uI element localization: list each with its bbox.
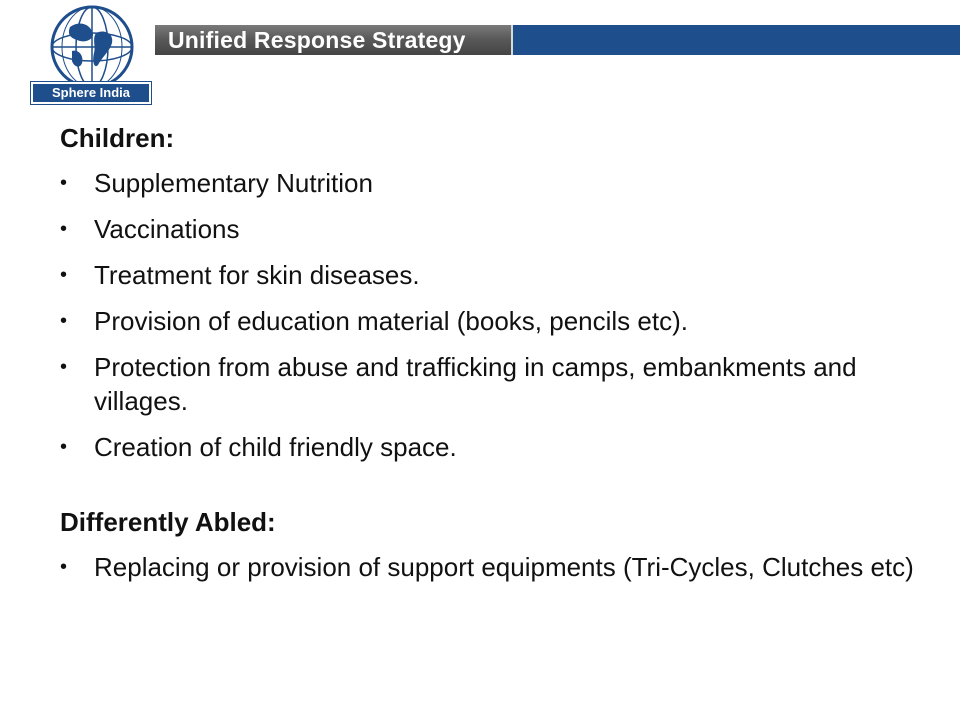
list-item-text: Protection from abuse and trafficking in camps, embankments and villages. <box>94 352 857 416</box>
bullet-icon: • <box>60 218 68 240</box>
list-item <box>60 212 920 246</box>
list-item-text: Provision of education material (books, pencils etc). <box>94 306 688 336</box>
section-heading-children: Children: <box>60 123 175 153</box>
differently-abled-list <box>60 550 920 584</box>
list-item <box>60 258 920 292</box>
list-item-text: Treatment for skin diseases. <box>94 260 420 290</box>
section-heading-differently-abled: Differently Abled: <box>60 507 276 537</box>
bullet-icon: • <box>60 264 68 286</box>
list-item <box>60 166 920 200</box>
bullet-icon: • <box>60 172 68 194</box>
children-list <box>60 166 920 464</box>
bullet-icon: • <box>60 436 68 458</box>
globe-icon <box>48 3 136 91</box>
list-item <box>60 430 920 464</box>
list-item-text: Replacing or provision of support equipments (Tri-Cycles, Clutches etc) <box>94 552 914 582</box>
list-item <box>60 550 920 584</box>
logo-label: Sphere India <box>31 82 151 104</box>
list-item-text: Creation of child friendly space. <box>94 432 457 462</box>
list-item <box>60 304 920 338</box>
header-title: Unified Response Strategy <box>168 27 466 53</box>
bullet-icon: • <box>60 356 68 378</box>
list-item-text: Supplementary Nutrition <box>94 168 373 198</box>
slide-content <box>60 120 920 584</box>
bullet-icon: • <box>60 556 68 578</box>
list-item <box>60 350 920 418</box>
bullet-icon: • <box>60 310 68 332</box>
list-item-text: Vaccinations <box>94 214 240 244</box>
